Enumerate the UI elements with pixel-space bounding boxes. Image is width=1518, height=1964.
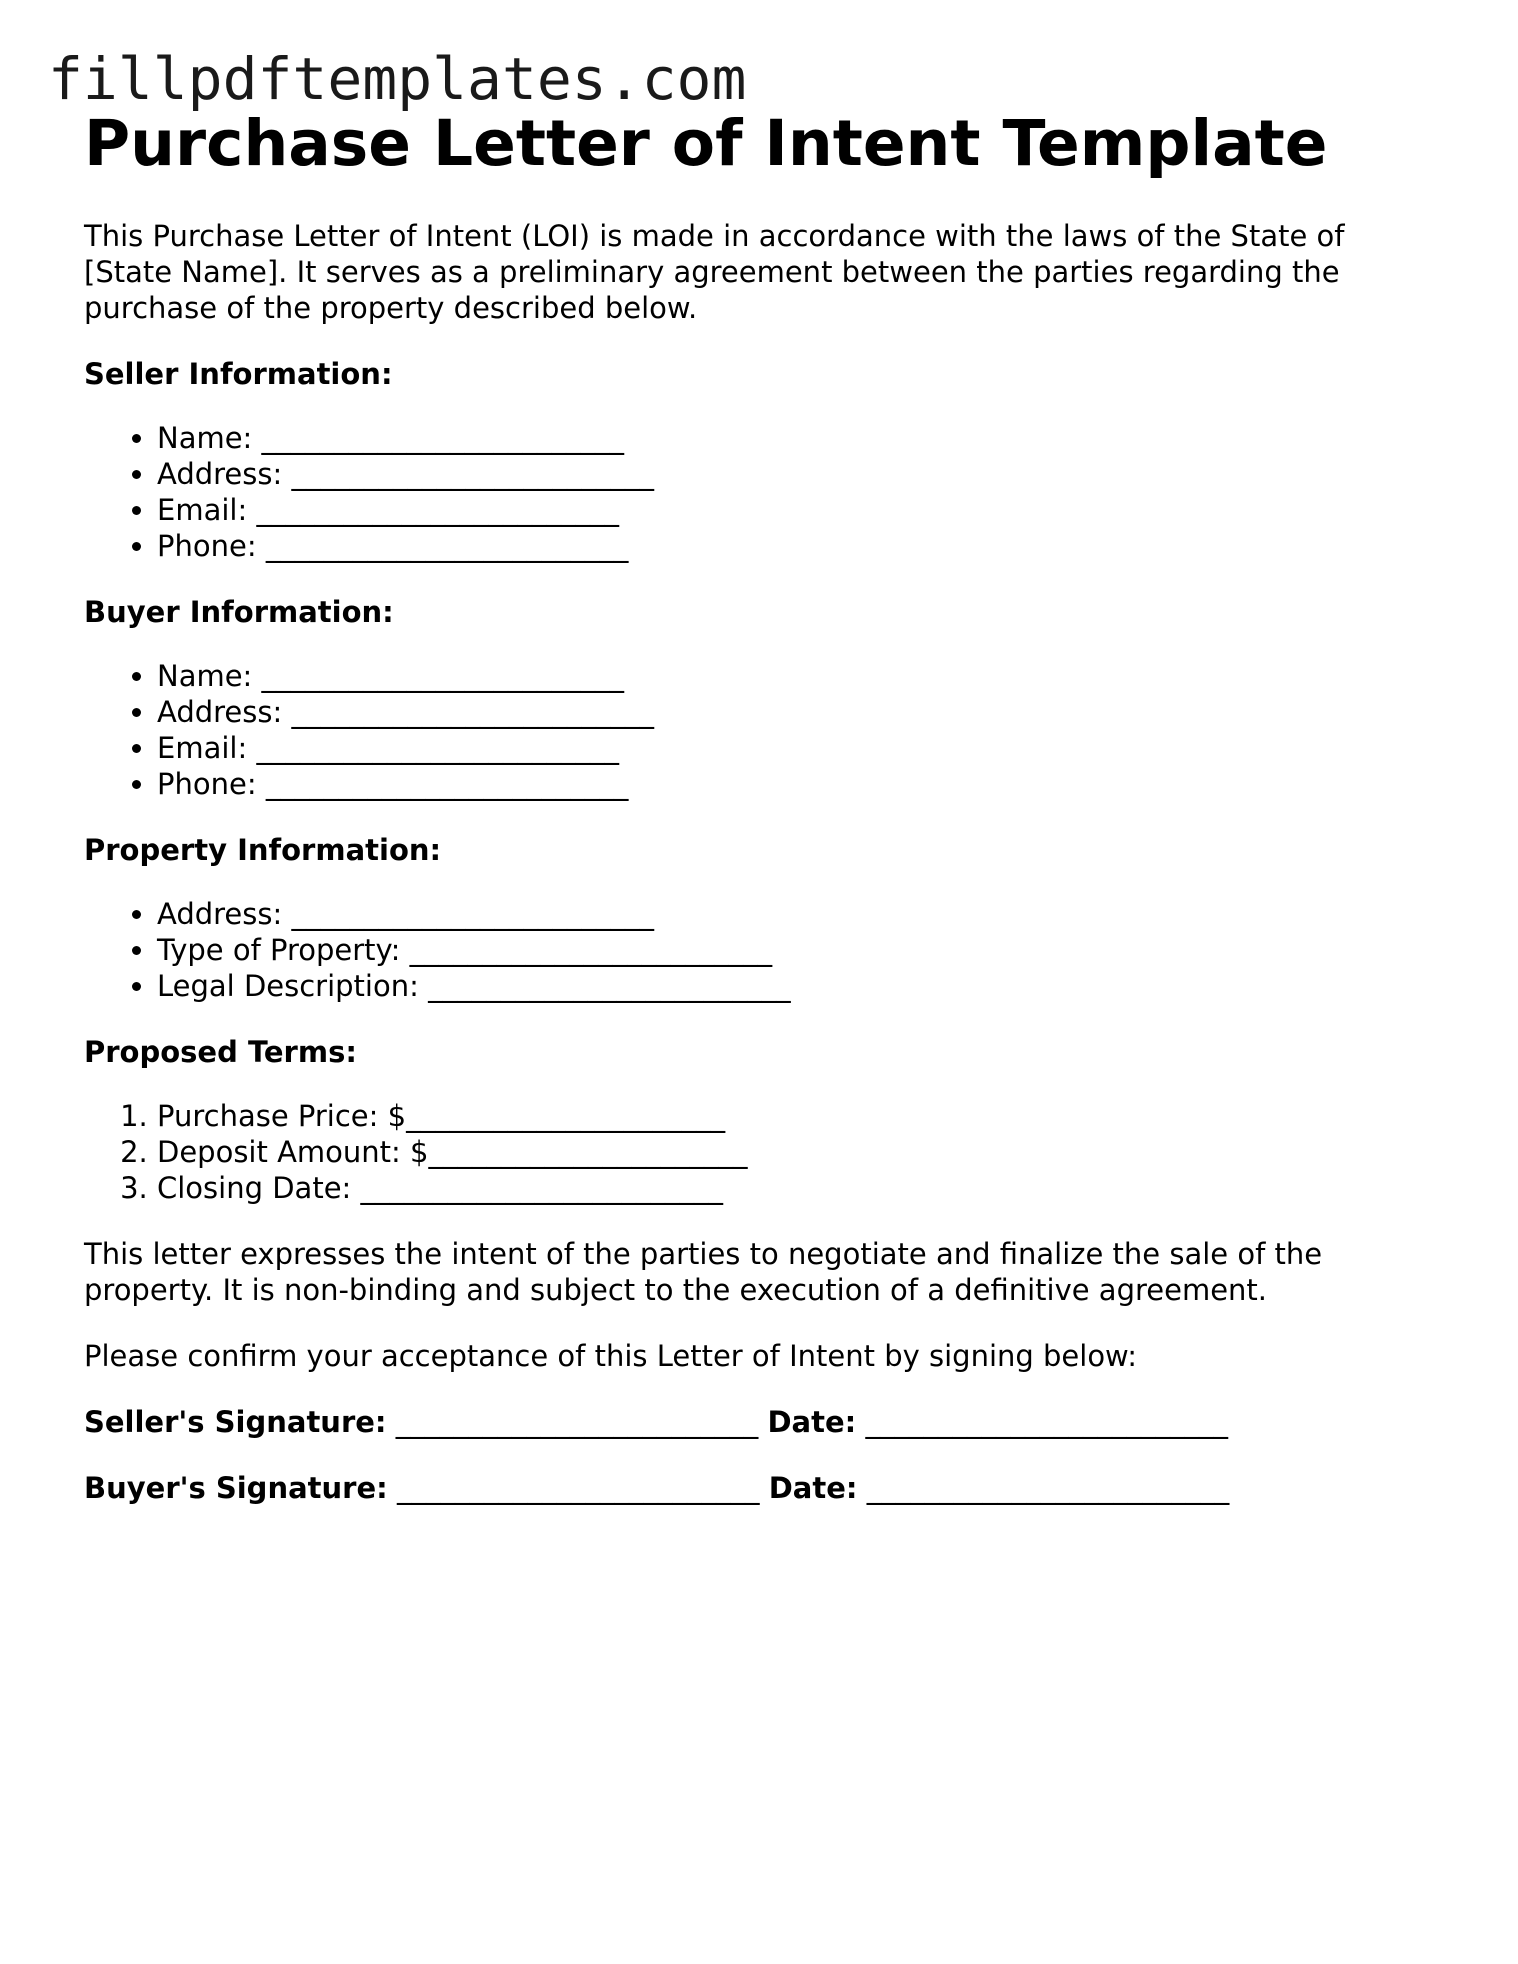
seller-email-field[interactable]: • Email: _________________________ [157, 492, 1484, 528]
terms-list [84, 1098, 1484, 1206]
buyer-address-field[interactable]: • Address: _________________________ [157, 694, 1484, 730]
buyer-email-field[interactable]: • Email: _________________________ [157, 730, 1484, 766]
seller-date-field[interactable]: _________________________ [865, 1405, 1228, 1439]
purchase-price-field[interactable]: 1. Purchase Price: $______________________ [157, 1098, 1484, 1134]
seller-date-label: Date: [767, 1405, 857, 1439]
buyer-name-field[interactable]: • Name: _________________________ [157, 658, 1484, 694]
property-address-field[interactable]: • Address: _________________________ [157, 896, 1484, 932]
property-heading: Property Information: [84, 833, 442, 867]
buyer-heading: Buyer Information: [84, 595, 394, 629]
document-page [84, 104, 1484, 1506]
property-legal-description-field[interactable]: • Legal Description: _________________________ [157, 968, 1484, 1004]
buyer-signature-label: Buyer's Signature: [84, 1471, 388, 1505]
seller-signature-field[interactable]: _________________________ [395, 1405, 759, 1439]
deposit-amount-field[interactable]: 2. Deposit Amount: $______________________ [157, 1134, 1484, 1170]
closing-date-field[interactable]: 3. Closing Date: _________________________ [157, 1170, 1484, 1206]
confirm-paragraph: Please confirm your acceptance of this Letter of Intent by signing below: [84, 1339, 1137, 1373]
seller-name-field[interactable]: • Name: _________________________ [157, 420, 1484, 456]
buyer-list [84, 658, 1484, 802]
seller-signature-row [84, 1404, 1484, 1440]
terms-heading: Proposed Terms: [84, 1035, 357, 1069]
buyer-date-label: Date: [768, 1471, 858, 1505]
buyer-phone-field[interactable]: • Phone: _________________________ [157, 766, 1484, 802]
seller-signature-label: Seller's Signature: [84, 1405, 387, 1439]
watermark: fillpdftemplates.com [48, 45, 747, 113]
intro-paragraph: This Purchase Letter of Intent (LOI) is made in accordance with the laws of the State of [State Name]. It serves as a preliminary agreement between the parties regarding the purchase of the property described below. [84, 219, 1345, 325]
property-type-field[interactable]: • Type of Property: _________________________ [157, 932, 1484, 968]
seller-phone-field[interactable]: • Phone: _________________________ [157, 528, 1484, 564]
property-list [84, 896, 1484, 1004]
seller-address-field[interactable]: • Address: _________________________ [157, 456, 1484, 492]
seller-list [84, 420, 1484, 564]
closing-paragraph: This letter expresses the intent of the parties to negotiate and finalize the sale of the property. It is non-binding and subject to the execution of a definitive agreement. [84, 1237, 1323, 1307]
document-title: Purchase Letter of Intent Template [84, 107, 1328, 180]
seller-heading: Seller Information: [84, 357, 393, 391]
buyer-date-field[interactable]: _________________________ [866, 1471, 1230, 1505]
buyer-signature-row [84, 1470, 1484, 1506]
buyer-signature-field[interactable]: _________________________ [396, 1471, 760, 1505]
